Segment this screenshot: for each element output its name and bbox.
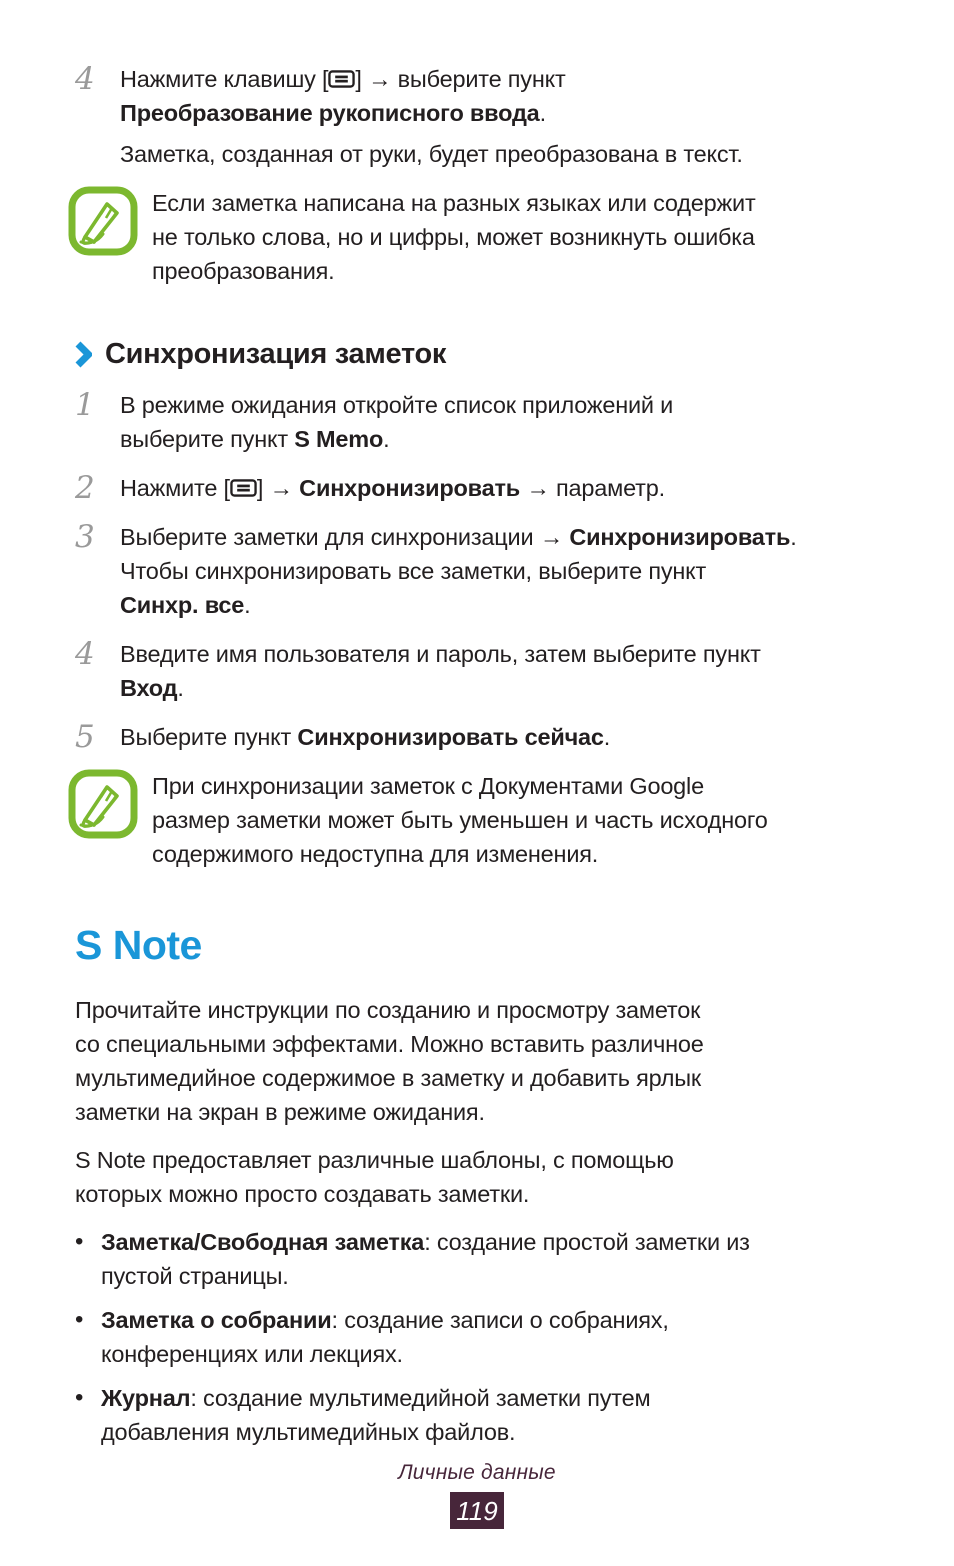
note-pen-icon [68,769,138,839]
section-heading-label: Синхронизация заметок [105,338,447,370]
step-item-sync-3 [75,520,896,622]
step-result-text: Заметка, созданная от руки, будет преобразована в текст. [120,141,743,167]
bullet-item-memo [75,1225,896,1293]
paragraph: Прочитайте инструкции по созданию и просмотру заметок со специальными эффектами. Можно вставить различное мультимедийное содержимое в заметку и добавить ярлык заметки на экран в режиме ожидания. [75,997,704,1126]
bullet-marker: • [75,1384,84,1412]
page-number-badge: 119 [450,1492,504,1529]
step-number: 4 [75,61,95,97]
bullet-item-journal [75,1381,896,1449]
step-number: 3 [75,519,95,556]
step-text [120,520,896,622]
note-text: При синхронизации заметок с Документами Google размер заметки может быть уменьшен и часть исходного содержимого недоступна для изменения. [152,773,768,868]
step-instruction: Введите имя пользователя и пароль, затем выберите пункт Вход. [120,641,761,702]
paragraph: S Note предоставляет различные шаблоны, с помощью которых можно просто создавать заметки. [75,1147,674,1208]
step-text [120,720,896,754]
page-footer [0,1461,954,1529]
template-list [75,1225,896,1449]
step-text [120,388,896,456]
page-title-snote: S Note [75,922,202,969]
step-instruction: В режиме ожидания откройте список приложений и выберите пункт S Memo. [120,392,674,452]
note-text: Если заметка написана на разных языках или содержит не только слова, но и цифры, может возникнуть ошибка преобразования. [152,190,756,284]
step-instruction: Выберите заметки для синхронизации → Синхронизировать. Чтобы синхронизировать все заметки, выберите пункт Синхр. все. [120,524,797,619]
menu-key-icon [230,479,257,497]
bullet-marker: • [75,1228,84,1256]
bullet-marker: • [75,1306,84,1334]
note-block-sync [68,769,896,871]
step-number: 4 [75,636,95,673]
step-item-sync-5 [75,720,896,754]
step-instruction: Нажмите клавишу [ ] → выберите пункт Преобразование рукописного ввода. [120,66,566,126]
step-number: 5 [75,719,95,756]
note-block-handwriting [68,186,896,288]
bullet-text: Заметка о собрании: создание записи о собраниях, конференциях или лекциях. [101,1307,669,1368]
note-pen-icon [68,186,138,256]
bullet-text: Заметка/Свободная заметка: создание простой заметки из пустой страницы. [101,1229,750,1290]
step-text [120,471,896,505]
chevron-right-icon [75,341,92,368]
step-text [120,62,896,171]
bullet-text: Журнал: создание мультимедийной заметки путем добавления мультимедийных файлов. [101,1385,651,1446]
step-number: 2 [75,470,95,506]
step-item-sync-2 [75,471,896,505]
bullet-item-meeting [75,1303,896,1371]
step-instruction: Нажмите [ ] → Синхронизировать → параметр. [120,475,665,501]
step-instruction: Выберите пункт Синхронизировать сейчас. [120,724,611,751]
step-number: 1 [75,387,95,423]
step-item-handwriting-4 [75,62,896,171]
footer-section-label: Личные данные [398,1461,556,1484]
step-text [120,637,896,705]
step-item-sync-4 [75,637,896,705]
step-item-sync-1 [75,388,896,456]
menu-key-icon [328,70,355,88]
section-heading-sync [75,338,896,371]
